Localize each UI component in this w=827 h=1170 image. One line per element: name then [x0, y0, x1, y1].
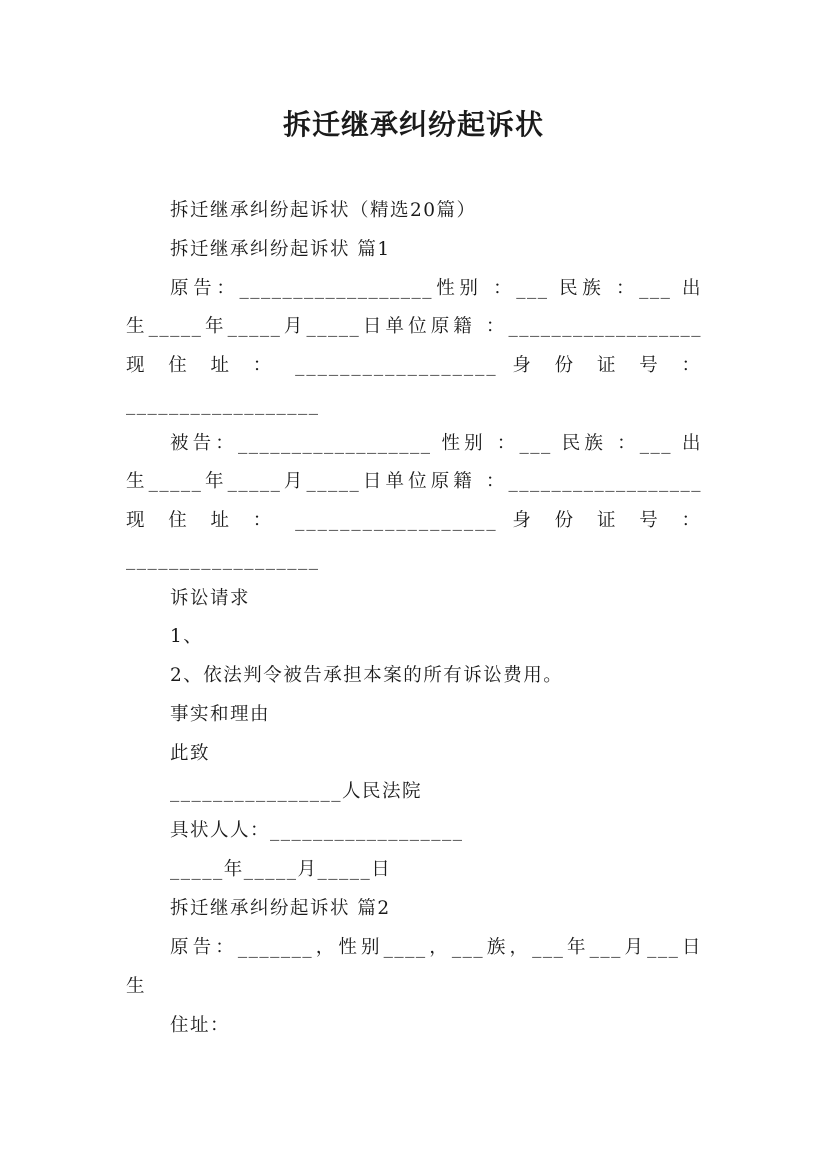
defendant-line-3: 现 住 址 ： __________________ 身 份 证 号 ：: [126, 510, 702, 531]
claim-item-2: 2、依法判令被告承担本案的所有诉讼费用。: [170, 665, 564, 686]
plaintiff-2-line-1: 原告：_______，性别____，___族，___年___月___日: [170, 937, 702, 958]
plaintiff-line-2: 生_____年_____月_____日单位原籍 ：__________________: [126, 316, 702, 337]
section-heading-1: 拆迁继承纠纷起诉状 篇1: [170, 239, 391, 260]
document-title: 拆迁继承纠纷起诉状: [282, 108, 544, 141]
claims-heading: 诉讼请求: [170, 588, 251, 609]
claim-item-1: 1、: [170, 626, 204, 647]
date-line: _____年_____月_____日: [170, 859, 392, 880]
signatory-line: 具状人人：__________________: [170, 820, 464, 841]
plaintiff-line-3: 现 住 址 ： __________________ 身 份 证 号 ：: [126, 355, 702, 376]
defendant-line-2: 生_____年_____月_____日单位原籍 ：__________________: [126, 471, 702, 492]
plaintiff-line-4: __________________: [126, 394, 320, 415]
document-subtitle: 拆迁继承纠纷起诉状（精选20篇）: [170, 200, 477, 221]
plaintiff-line-1: 原告：__________________性别 ：___ 民族 ：___ 出: [170, 278, 702, 299]
court-line: ________________人民法院: [170, 781, 423, 802]
section-heading-2: 拆迁继承纠纷起诉状 篇2: [170, 898, 391, 919]
plaintiff-2-line-2: 生: [126, 976, 147, 997]
defendant-line-1: 被告：__________________ 性别 ：___ 民族 ：___ 出: [170, 433, 702, 454]
address-line: 住址：: [170, 1015, 231, 1036]
salutation: 此致: [170, 743, 211, 764]
facts-heading: 事实和理由: [170, 704, 271, 725]
defendant-line-4: __________________: [126, 549, 320, 570]
